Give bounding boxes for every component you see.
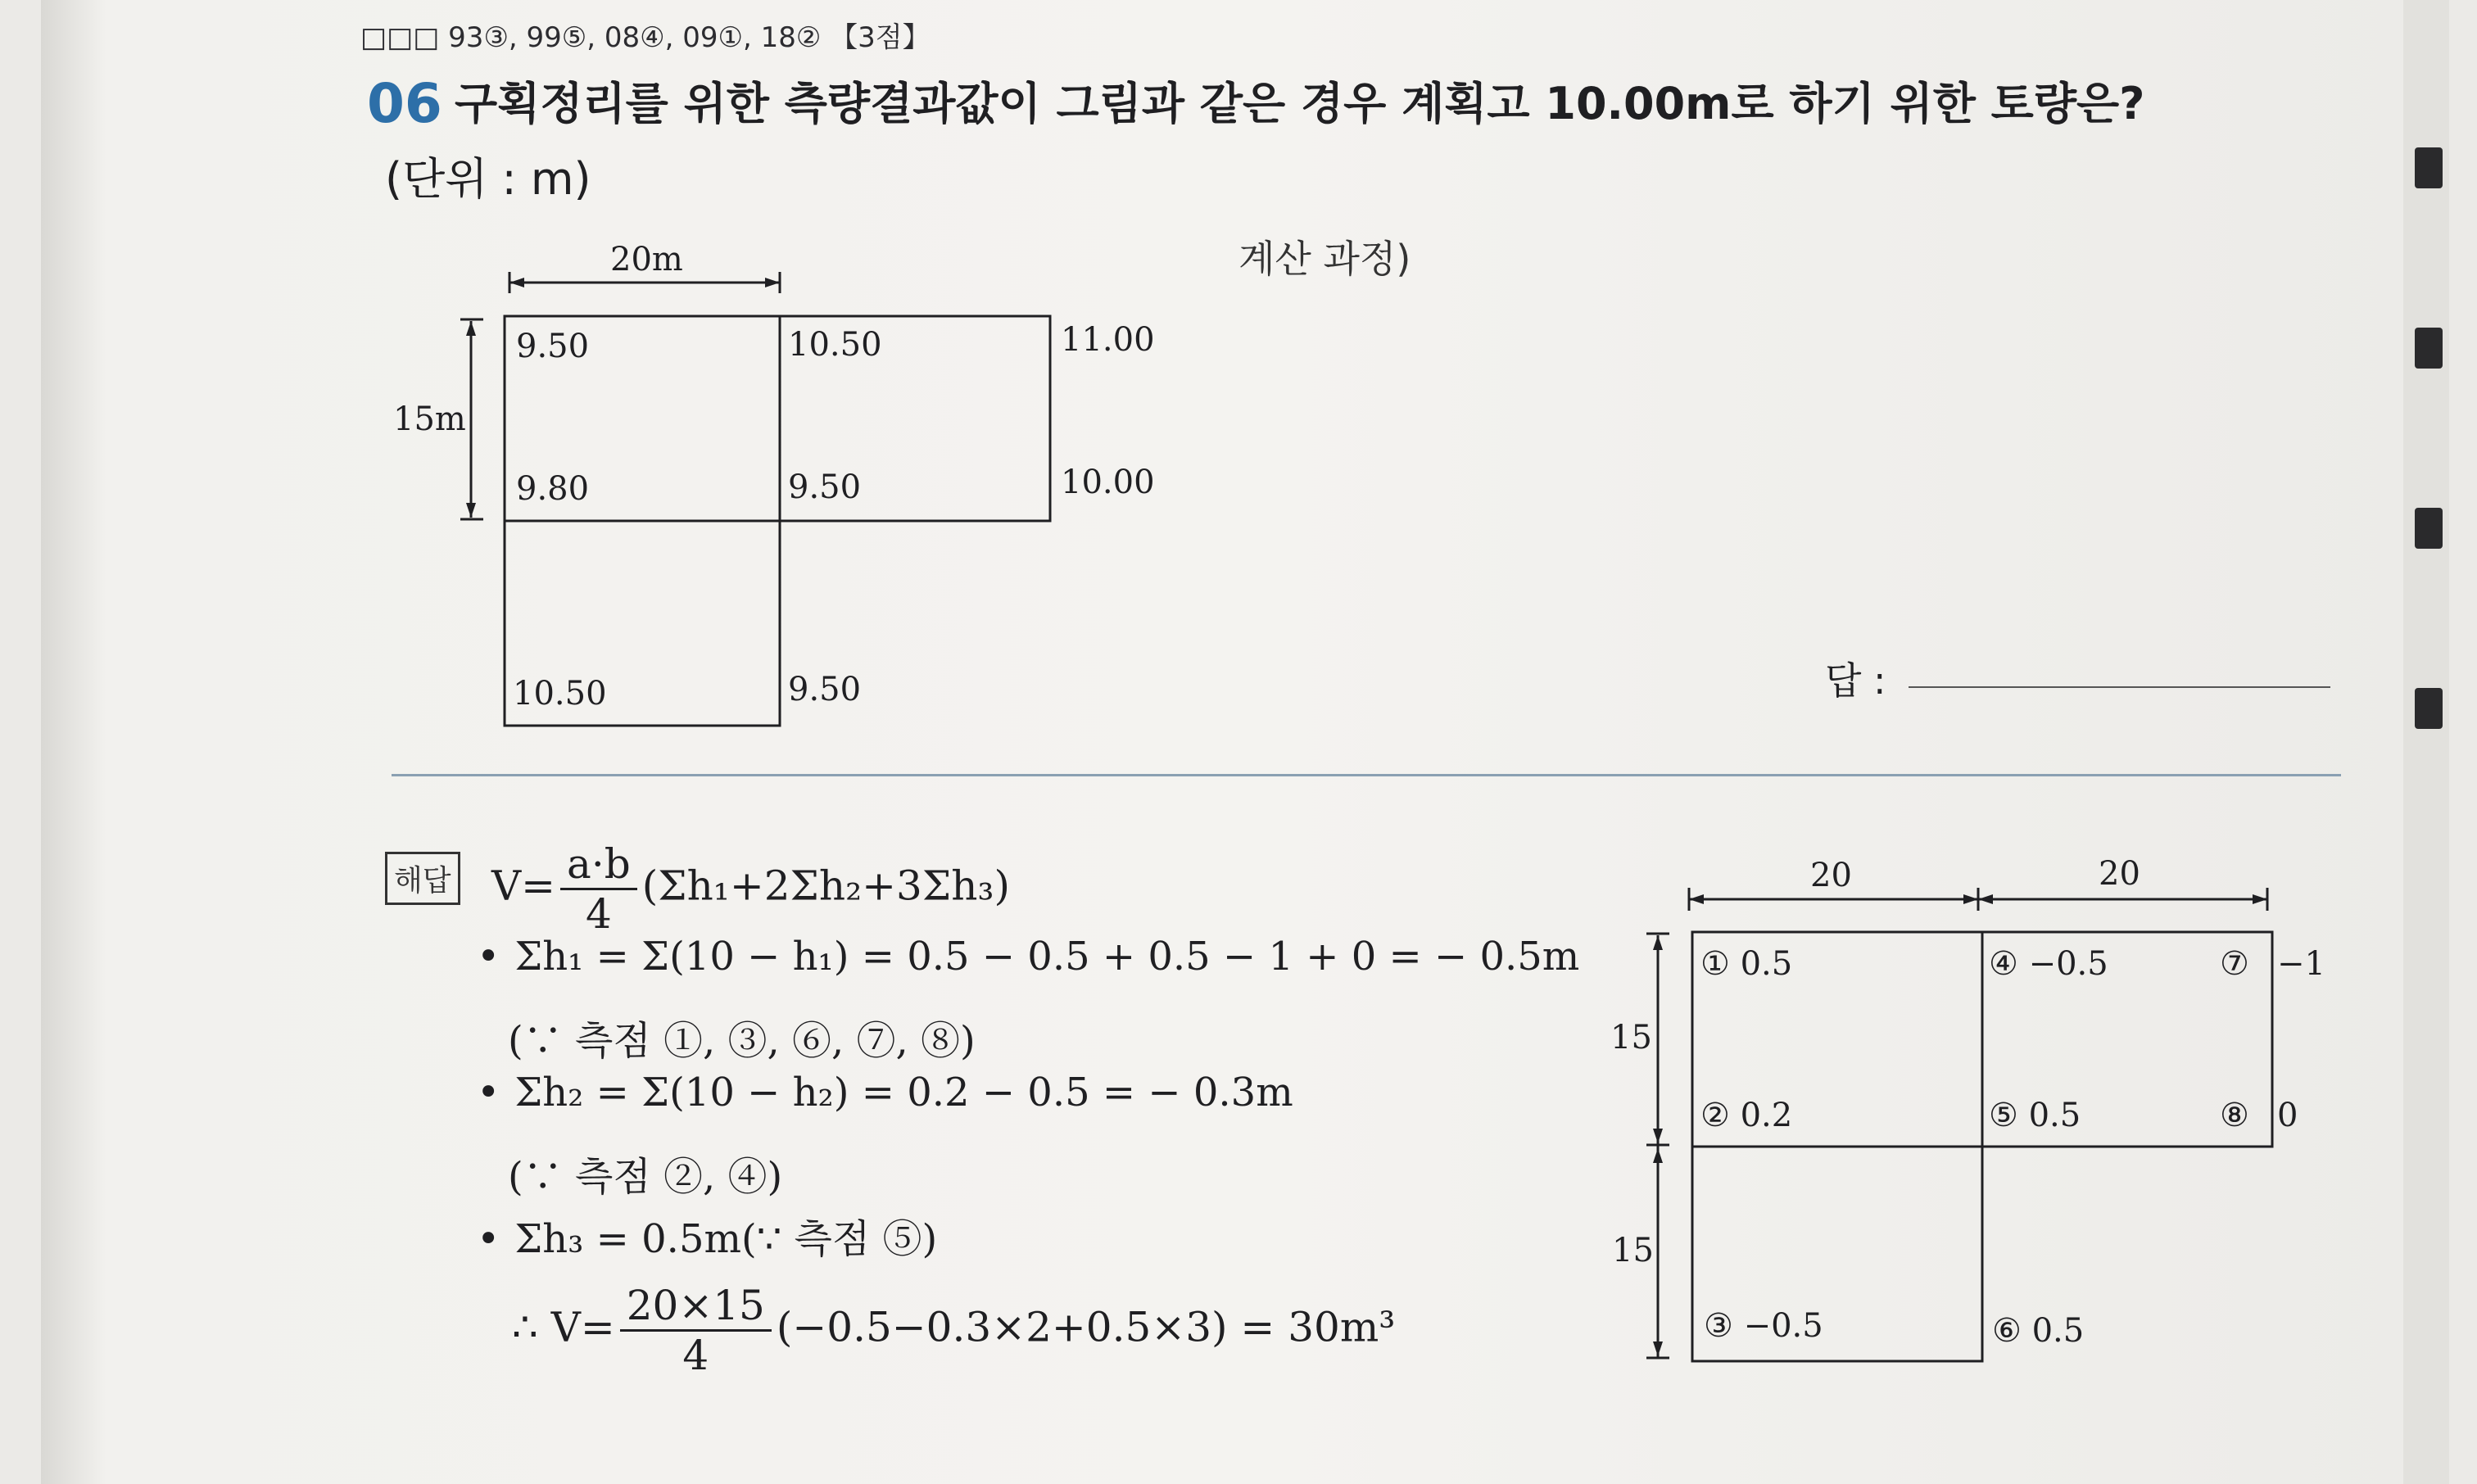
final-denominator: 4 <box>682 1332 709 1379</box>
unit-text: (단위 : m) <box>385 153 591 205</box>
formula-numerator: a·b <box>560 840 637 890</box>
fig1-value: 10.50 <box>788 326 882 364</box>
fig2-height-label: 15 <box>1612 1232 1654 1269</box>
fig2-point: 0 <box>2277 1097 2298 1134</box>
formula-rhs: (Σh₁+2Σh₂+3Σh₃) <box>641 862 1010 910</box>
final-prefix: ∴ V= <box>512 1303 615 1351</box>
question-meta: □□□ 93③, 99⑤, 08④, 09①, 18② 【3점】 <box>360 21 931 54</box>
fig2-point: ① 0.5 <box>1700 945 1793 983</box>
formula-lhs: V= <box>491 862 556 910</box>
fig1-value: 9.50 <box>788 468 862 506</box>
solution-tag: 해답 <box>385 852 460 905</box>
fig2-point: ② 0.2 <box>1700 1097 1793 1134</box>
fig1-value: 9.80 <box>516 470 590 508</box>
fig1-value: 10.50 <box>513 675 607 713</box>
solution-line: • Σh₃ = 0.5m(∵ 측점 ⑤) <box>477 1216 938 1262</box>
fig2-point: ④ −0.5 <box>1989 945 2108 983</box>
calc-label: 계산 과정) <box>1238 237 1411 281</box>
fig2-point: −1 <box>2277 945 2325 983</box>
fig2-height-label: 15 <box>1610 1019 1652 1056</box>
fig1-value: 9.50 <box>788 671 862 708</box>
final-rhs: (−0.5−0.3×2+0.5×3) = 30m³ <box>776 1303 1396 1351</box>
final-numerator: 20×15 <box>620 1282 772 1332</box>
fig2-point: ③ −0.5 <box>1704 1307 1823 1345</box>
fig2-point: ⑥ 0.5 <box>1992 1312 2085 1350</box>
fig1-width-label: 20m <box>610 241 683 278</box>
fig2-point: ⑦ <box>2220 945 2249 983</box>
solution-line: • Σh₁ = Σ(10 − h₁) = 0.5 − 0.5 + 0.5 − 1 + 0 = − 0.5m <box>477 934 1580 980</box>
solution-line: • Σh₂ = Σ(10 − h₂) = 0.2 − 0.5 = − 0.3m <box>477 1070 1293 1115</box>
answer-label: 답 : <box>1825 658 1886 703</box>
solution-line: (∵ 측점 ①, ③, ⑥, ⑦, ⑧) <box>508 1018 976 1064</box>
fig1-value: 11.00 <box>1061 321 1155 359</box>
solution-line: (∵ 측점 ②, ④) <box>508 1154 783 1200</box>
final-result <box>512 1282 1395 1379</box>
formula-fraction <box>560 840 637 938</box>
fig2-point: ⑤ 0.5 <box>1989 1097 2081 1134</box>
final-fraction <box>620 1282 772 1379</box>
fig2-width-label: 20 <box>1810 857 1852 894</box>
fig2-point: ⑧ <box>2220 1097 2249 1134</box>
question-text: 구획정리를 위한 측량결과값이 그림과 같은 경우 계획고 10.00m로 하기 위한 토량은? <box>455 78 2145 129</box>
fig2-width-label: 20 <box>2099 855 2140 893</box>
fig1-height-label: 15m <box>393 400 466 438</box>
section-divider <box>392 774 2341 776</box>
fig1-value: 10.00 <box>1061 464 1155 501</box>
formula-denominator: 4 <box>585 890 612 938</box>
fig1-value: 9.50 <box>516 328 590 365</box>
question-number: 06 <box>367 72 442 135</box>
volume-formula <box>491 840 1010 938</box>
